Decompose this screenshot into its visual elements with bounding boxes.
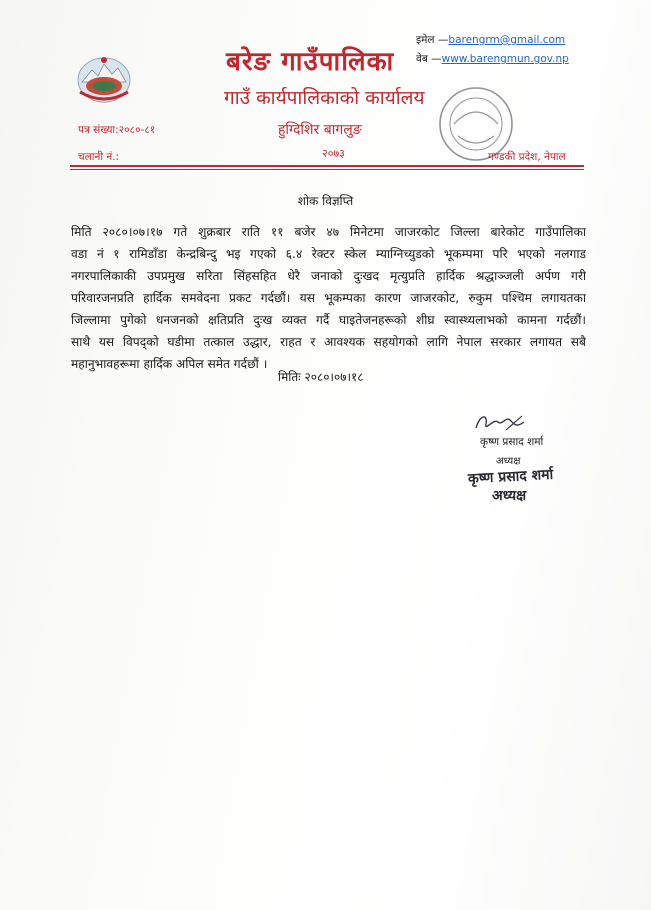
org-name: बरेङ गाउँपालिका xyxy=(226,47,395,77)
issue-date: मितिः २०८०।०७।१८ xyxy=(278,370,364,384)
letter-number: पत्र संख्या:२०८०-८१ xyxy=(78,124,156,136)
website-row xyxy=(416,50,569,69)
header-divider-thin xyxy=(70,169,584,170)
notice-line: साथै यस विपद्को घडीमा तत्काल उद्धार, राहत र आवश्यक सहयोगको लागि नेपाल सरकार लगायत सबै xyxy=(71,335,586,349)
stamp-signer-title: अध्यक्ष xyxy=(492,488,527,504)
notice-line: वडा नं १ रामिडाँडा केन्द्रबिन्दु भइ गएको ६.४ रेक्टर स्केल म्याग्निच्युडको भूकम्पमा परि भएको नलगाड xyxy=(71,247,586,261)
notice-line: परिवारजनप्रति हार्दिक समवेदना प्रकट गर्दछौं। यस भूकम्पका कारण जाजरकोट, रुकुम पश्चिम लगायतका xyxy=(71,291,586,305)
notice-line: जिल्लामा पुगेको धनजनको क्षतिप्रति दुःख व्यक्त गर्दै घाइतेजनहरूको शीघ्र स्वास्थ्यलाभको कामना गर्दछौं। xyxy=(71,313,586,327)
province-name: गण्डकी प्रदेश, नेपाल xyxy=(488,151,566,163)
notice-line: महानुभावहरूमा हार्दिक अपिल समेत गर्दछौं । xyxy=(71,357,268,371)
established-year: २०७३ xyxy=(322,147,345,160)
header-divider-thick xyxy=(70,165,584,167)
notice-line: नगरपालिकाकी उपप्रमुख सरिता सिंहसहित धेरै जनाको दुःखद मृत्युप्रति हार्दिक श्रद्धाञ्जली अर्पण गरी xyxy=(71,269,586,283)
email-link[interactable]: barengrm@gmail.com xyxy=(448,34,566,46)
website-link[interactable]: www.barengmun.gov.np xyxy=(441,53,569,65)
signature-mark xyxy=(470,410,530,436)
stamp-signer-name: कृष्ण प्रसाद शर्मा xyxy=(467,466,554,488)
contact-block xyxy=(416,31,569,69)
signer-title: अध्यक्ष xyxy=(496,456,521,467)
notice-line: मिति २०८०।०७।१७ गते शुक्रबार राति ११ बजेर ४७ मिनेटमा जाजरकोट जिल्ला बारेकोट गाउँपालिका xyxy=(71,225,586,239)
email-label: इमेल — xyxy=(416,34,449,46)
office-seal-stamp xyxy=(424,80,524,168)
notice-title: शोक विज्ञप्ति xyxy=(297,194,354,208)
office-name: गाउँ कार्यपालिकाको कार्यालय xyxy=(224,87,425,109)
website-label: वेब — xyxy=(416,53,442,65)
office-location: हुग्दिशिर बागलुङ xyxy=(278,122,362,138)
nepal-emblem-icon xyxy=(76,52,132,104)
dispatch-number: चलानी नं.: xyxy=(78,151,120,163)
signer-name: कृष्ण प्रसाद शर्मा xyxy=(480,436,544,448)
notice-body xyxy=(71,221,586,375)
email-row xyxy=(416,31,569,50)
